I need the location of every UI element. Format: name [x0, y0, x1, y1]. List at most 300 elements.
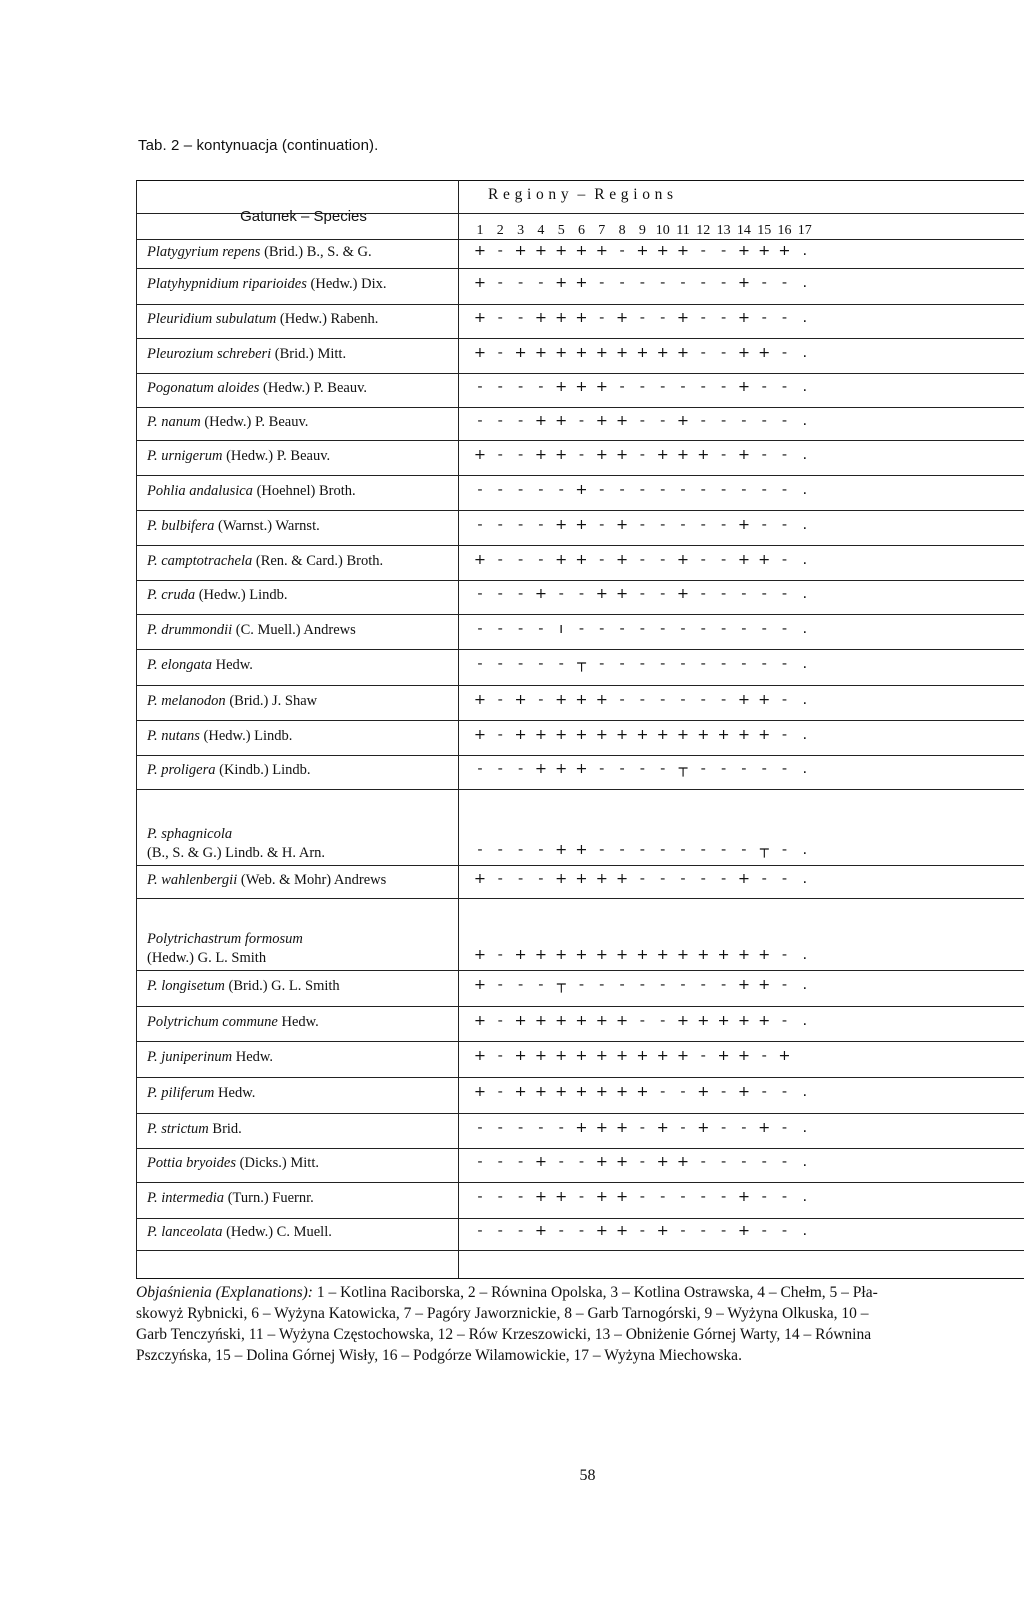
presence-cell: + — [534, 412, 547, 429]
presence-cell: + — [616, 344, 629, 361]
species-name — [147, 1189, 314, 1208]
region-column-3: 3 — [517, 223, 525, 238]
table-row — [136, 1218, 1024, 1250]
presence-cell: + — [534, 1223, 547, 1239]
presence-cell: + — [514, 1012, 527, 1029]
presence-cell: - — [517, 1154, 524, 1170]
presence-cell: - — [700, 275, 706, 291]
presence-cell: - — [720, 275, 727, 291]
presence-cell: - — [660, 1012, 666, 1029]
presence-cell: - — [700, 1154, 706, 1170]
species-author: (C. Muell.) Andrews — [232, 621, 356, 638]
region-column-6: 6 — [578, 223, 585, 238]
presence-cell: ┬ — [577, 656, 586, 672]
region-column-13: 13 — [716, 223, 731, 238]
presence-cell: - — [639, 1223, 645, 1239]
presence-cell: - — [781, 726, 788, 743]
table-row — [136, 865, 1024, 898]
presence-cell: - — [578, 1154, 585, 1170]
presence-cell: - — [599, 620, 605, 637]
table-row — [136, 720, 1024, 755]
presence-cell: - — [660, 275, 666, 291]
presence-cell: - — [639, 977, 645, 993]
presence-cell: - — [720, 379, 727, 395]
presence-cell: + — [616, 947, 629, 963]
presence-cell: + — [676, 446, 690, 463]
species-author: (Hedw.) P. Beauv. — [259, 380, 368, 396]
presence-cell: - — [517, 379, 524, 395]
presence-cell: - — [781, 1154, 788, 1170]
presence-cell: + — [616, 1119, 629, 1136]
presence-cell: + — [575, 1012, 588, 1029]
presence-cell: + — [737, 516, 750, 533]
presence-cell: - — [639, 1154, 645, 1170]
species-latin-name: Platygyrium repens — [147, 243, 261, 260]
presence-cell: + — [514, 726, 527, 743]
presence-cell: + — [575, 275, 588, 291]
presence-cell: - — [680, 1119, 686, 1136]
presence-cell: + — [595, 1119, 608, 1136]
presence-cell: - — [538, 870, 544, 887]
presence-cell: + — [616, 551, 629, 568]
presence-cell: - — [761, 446, 767, 463]
presence-cell: - — [538, 620, 544, 637]
presence-cell: - — [477, 1223, 483, 1239]
presence-cell: - — [619, 242, 625, 259]
species-latin-name: Pohlia andalusica — [147, 482, 253, 499]
presence-cell: + — [555, 344, 568, 361]
presence-cell: + — [656, 1154, 669, 1170]
presence-cell: - — [720, 481, 727, 498]
presence-cell: - — [477, 1119, 483, 1136]
presence-cell: - — [781, 1223, 788, 1239]
presence-cell: + — [514, 1048, 527, 1064]
presence-cell: - — [660, 551, 666, 568]
presence-cell: - — [660, 691, 666, 708]
presence-cell: + — [737, 977, 750, 993]
species-name — [147, 275, 387, 294]
species-latin-name: Pogonatum aloides — [147, 380, 260, 396]
presence-cell: - — [720, 551, 727, 568]
presence-cell: + — [555, 379, 568, 395]
presence-cell: - — [497, 1048, 503, 1064]
presence-cell: + — [514, 1084, 527, 1100]
presence-cell: - — [700, 242, 706, 259]
presence-cell: - — [680, 1189, 686, 1205]
presence-cell: - — [538, 275, 544, 291]
presence-cell: - — [497, 1119, 503, 1136]
species-author: (Hedw.) Lindb. — [195, 587, 288, 603]
presence-cell: - — [477, 842, 483, 858]
presence-cell: - — [599, 761, 605, 777]
presence-cell: - — [639, 379, 645, 395]
table-row — [136, 475, 1024, 510]
presence-cell: - — [599, 551, 605, 568]
table-row — [136, 440, 1024, 475]
presence-cell: - — [700, 586, 706, 602]
presence-cell: + — [636, 242, 649, 259]
species-author: (Web. & Mohr) Andrews — [237, 871, 387, 888]
region-column-16: 16 — [777, 223, 792, 238]
species-author: (Turn.) Fuernr. — [224, 1190, 314, 1206]
presence-cell: + — [534, 1154, 547, 1170]
table-row — [136, 545, 1024, 580]
presence-cell: - — [497, 656, 503, 672]
presence-cell: - — [477, 516, 483, 533]
presence-cell: - — [741, 1154, 747, 1170]
presence-cell: + — [676, 242, 690, 259]
presence-cell: - — [477, 586, 483, 602]
presence-cell: - — [720, 620, 727, 637]
presence-cell: - — [477, 379, 483, 395]
presence-cell: - — [761, 761, 767, 777]
species-name — [147, 727, 292, 746]
presence-cell: + — [737, 1012, 750, 1029]
presence-cell: + — [534, 726, 547, 743]
presence-cell: - — [660, 620, 666, 637]
presence-cell: + — [575, 761, 588, 777]
presence-cell: - — [599, 977, 605, 993]
presence-cell: + — [555, 551, 568, 568]
presence-cell: + — [676, 551, 690, 568]
presence-cell: + — [676, 310, 690, 326]
table-row — [136, 373, 1024, 407]
table-row — [136, 338, 1024, 373]
presence-cell: - — [741, 586, 747, 602]
presence-cell: - — [660, 481, 666, 498]
presence-cell: - — [680, 656, 686, 672]
region-column-12: 12 — [696, 223, 711, 238]
presence-cell: + — [595, 242, 608, 259]
presence-cell: - — [761, 620, 767, 637]
presence-cell: + — [616, 870, 629, 887]
presence-cell: - — [517, 275, 524, 291]
species-author: (Hedw.) P. Beauv. — [222, 447, 331, 464]
presence-cell: - — [639, 551, 645, 568]
presence-cell: + — [636, 1048, 649, 1064]
presence-cell: - — [578, 1189, 585, 1205]
table-row — [136, 755, 1024, 789]
presence-cell: ┬ — [759, 842, 769, 858]
presence-cell: - — [497, 516, 503, 533]
species-latin-name: P. nutans — [147, 727, 200, 744]
presence-cell: - — [761, 516, 767, 533]
presence-cell: - — [660, 870, 666, 887]
presence-cell: - — [660, 412, 666, 429]
presence-cell: + — [737, 310, 750, 326]
presence-cell: + — [473, 977, 487, 993]
presence-cell: - — [700, 977, 706, 993]
presence-cell: - — [700, 310, 706, 326]
presence-cell: . — [802, 275, 808, 291]
presence-cell: + — [595, 1048, 608, 1064]
presence-cell: + — [656, 1048, 669, 1064]
presence-cell: + — [555, 516, 568, 533]
species-name — [147, 692, 317, 711]
presence-cell: ı — [559, 620, 564, 637]
presence-cell: + — [676, 344, 690, 361]
presence-cell: + — [555, 842, 568, 858]
table-row — [136, 1006, 1024, 1041]
species-author: (Kindb.) Lindb. — [215, 762, 311, 778]
table-row — [136, 239, 1024, 268]
presence-cell: + — [676, 1012, 690, 1029]
presence-cell: - — [660, 310, 666, 326]
presence-cell: + — [778, 242, 791, 259]
species-name — [147, 482, 356, 501]
presence-cell: - — [720, 1119, 727, 1136]
presence-cell: - — [619, 691, 625, 708]
presence-cell: + — [758, 1012, 771, 1029]
species-author: Brid. — [208, 1120, 242, 1137]
species-latin-name: P. strictum — [147, 1120, 209, 1137]
presence-cell: - — [720, 344, 727, 361]
presence-cell: . — [802, 691, 808, 708]
presence-cell: - — [761, 1084, 767, 1100]
presence-cell: - — [497, 412, 503, 429]
presence-cell: - — [497, 446, 503, 463]
presence-cell: - — [781, 586, 788, 602]
presence-cell: - — [639, 1189, 645, 1205]
presence-cell: + — [534, 310, 547, 326]
presence-cell: - — [720, 761, 727, 777]
presence-cell: + — [555, 310, 568, 326]
presence-cell: - — [700, 656, 706, 672]
presence-cell: - — [619, 481, 625, 498]
presence-cell: + — [758, 947, 771, 963]
presence-cell: + — [697, 446, 710, 463]
presence-cell: + — [534, 1189, 547, 1205]
presence-cell: + — [737, 726, 750, 743]
presence-cell: - — [741, 656, 747, 672]
presence-cell: - — [660, 586, 666, 602]
presence-cell: + — [758, 1119, 771, 1136]
presence-cell: + — [758, 551, 771, 568]
presence-cell: - — [700, 379, 706, 395]
presence-cell: - — [720, 1223, 727, 1239]
presence-cell: + — [575, 344, 588, 361]
presence-cell: ┬ — [556, 977, 566, 993]
species-name — [147, 621, 356, 640]
presence-cell: + — [737, 1084, 750, 1100]
presence-cell: + — [473, 691, 487, 708]
table-row — [136, 1077, 1024, 1113]
presence-cell: - — [781, 870, 788, 887]
presence-cell: - — [517, 586, 524, 602]
presence-cell: + — [656, 726, 669, 743]
presence-cell: + — [758, 691, 771, 708]
explanations-line-1: Objaśnienia (Explanations): 1 – Kotlina Raciborska, 2 – Równina Opolska, 3 – Kotlina Ostrawska, 4 – Chełm, 5 – Pła- — [136, 1284, 878, 1301]
presence-cell: . — [802, 656, 808, 672]
presence-cell: - — [741, 761, 747, 777]
species-name — [147, 761, 311, 780]
species-latin-name: P. proligera — [147, 762, 216, 778]
species-name — [147, 243, 372, 262]
presence-cell: + — [534, 586, 547, 602]
presence-cell: + — [676, 412, 690, 429]
explanations-label: Objaśnienia (Explanations): — [136, 1284, 313, 1301]
presence-cell: + — [595, 1189, 608, 1205]
presence-cell: + — [656, 446, 669, 463]
presence-cell: + — [697, 947, 710, 963]
presence-cell: - — [497, 551, 503, 568]
presence-cell: + — [473, 446, 487, 463]
presence-cell: - — [761, 481, 767, 498]
presence-cell: - — [477, 1154, 483, 1170]
species-latin-name: P. wahlenbergii — [147, 871, 238, 888]
presence-cell: + — [595, 379, 608, 395]
presence-cell: - — [781, 516, 788, 533]
presence-cell: - — [578, 977, 585, 993]
presence-cell: - — [517, 842, 524, 858]
presence-cell: - — [517, 481, 524, 498]
presence-cell: - — [781, 275, 788, 291]
presence-cell: + — [514, 344, 527, 361]
presence-cell: - — [720, 870, 727, 887]
presence-cell: - — [720, 691, 727, 708]
table-row — [136, 304, 1024, 338]
presence-cell: + — [595, 691, 608, 708]
presence-cell: - — [660, 1084, 666, 1100]
presence-cell: + — [575, 551, 588, 568]
presence-cell: + — [676, 947, 690, 963]
presence-cell: - — [639, 586, 645, 602]
page-number: 58 — [579, 1467, 596, 1484]
presence-cell: + — [595, 344, 608, 361]
presence-cell: - — [761, 412, 767, 429]
species-latin-name: P. urnigerum — [147, 447, 223, 464]
presence-cell: - — [781, 344, 788, 361]
presence-cell: - — [680, 620, 686, 637]
presence-cell: - — [639, 870, 645, 887]
species-name — [147, 1120, 242, 1139]
species-name — [147, 586, 288, 605]
species-latin-name: Pottia bryoides — [147, 1155, 237, 1171]
presence-cell: + — [676, 726, 690, 743]
species-name — [147, 1013, 319, 1032]
species-author: Hedw. — [214, 1085, 256, 1101]
presence-cell: - — [761, 586, 767, 602]
presence-cell: - — [761, 275, 767, 291]
presence-cell: - — [619, 656, 625, 672]
presence-cell: - — [660, 379, 666, 395]
presence-cell: - — [619, 620, 625, 637]
presence-cell: + — [595, 947, 608, 963]
presence-cell: + — [534, 1012, 547, 1029]
presence-cell: - — [741, 412, 747, 429]
presence-cell: - — [497, 1154, 503, 1170]
presence-cell: - — [680, 870, 686, 887]
presence-cell: - — [660, 1189, 666, 1205]
presence-cell: + — [595, 412, 608, 429]
species-author: (Hedw.) C. Muell. — [222, 1224, 332, 1240]
presence-cell: - — [700, 1223, 706, 1239]
presence-cell: - — [619, 379, 625, 395]
presence-cell: - — [761, 870, 767, 887]
table-row — [136, 649, 1024, 685]
presence-cell: . — [802, 379, 808, 395]
region-column-8: 8 — [618, 223, 626, 238]
presence-cell: + — [737, 870, 750, 887]
species-name — [147, 379, 367, 398]
presence-cell: - — [761, 1048, 767, 1064]
presence-cell: + — [473, 870, 487, 887]
presence-cell: - — [720, 446, 727, 463]
presence-cell: + — [555, 761, 568, 777]
presence-cell: + — [473, 310, 487, 326]
presence-cell: + — [575, 1048, 588, 1064]
presence-cell: - — [599, 516, 605, 533]
presence-cell: - — [680, 691, 686, 708]
table-row — [136, 789, 1024, 865]
species-latin-name: P. nanum — [147, 413, 201, 430]
species-name — [147, 825, 325, 863]
presence-cell: - — [680, 481, 686, 498]
presence-cell: - — [720, 656, 727, 672]
species-latin-name: Pleurozium schreberi — [147, 345, 272, 362]
presence-cell: - — [477, 412, 483, 429]
presence-cell: - — [477, 481, 483, 498]
species-latin-name: P. longisetum — [147, 978, 225, 994]
presence-cell: - — [700, 761, 706, 777]
presence-cell: - — [700, 551, 706, 568]
presence-cell: + — [758, 242, 771, 259]
presence-cell: - — [781, 310, 788, 326]
presence-cell: + — [676, 1154, 690, 1170]
presence-cell: - — [720, 516, 727, 533]
presence-cell: + — [636, 1084, 649, 1100]
species-name — [147, 1154, 319, 1173]
presence-cell: - — [599, 310, 605, 326]
presence-cell: - — [741, 842, 747, 858]
presence-cell: - — [660, 977, 666, 993]
presence-cell: + — [697, 726, 710, 743]
region-column-5: 5 — [557, 223, 565, 238]
presence-cell: - — [517, 412, 524, 429]
presence-cell: - — [578, 412, 585, 429]
species-latin-name: P. intermedia — [147, 1190, 225, 1206]
presence-cell: + — [473, 726, 487, 743]
presence-cell: - — [517, 1223, 524, 1239]
presence-cell: + — [616, 1189, 629, 1205]
presence-cell: + — [575, 1084, 588, 1100]
table-row — [136, 685, 1024, 720]
presence-cell: . — [802, 551, 808, 568]
species-latin-name: Polytrichastrum formosum — [147, 931, 303, 947]
presence-cell: - — [639, 691, 645, 708]
presence-cell: - — [781, 481, 788, 498]
region-column-14: 14 — [736, 223, 751, 238]
presence-cell: - — [538, 656, 544, 672]
presence-cell: - — [660, 842, 666, 858]
presence-cell: + — [595, 870, 608, 887]
presence-cell: . — [802, 586, 808, 602]
presence-cell: + — [473, 1048, 487, 1064]
presence-cell: + — [717, 726, 730, 743]
presence-cell: - — [497, 242, 503, 259]
presence-cell: - — [639, 310, 645, 326]
presence-cell: . — [802, 1084, 808, 1100]
presence-cell: + — [555, 1012, 568, 1029]
presence-cell: . — [802, 446, 808, 463]
presence-cell: . — [802, 1223, 808, 1239]
presence-cell: ┬ — [678, 761, 688, 777]
species-name — [147, 1223, 332, 1242]
species-name — [147, 345, 346, 364]
presence-cell: - — [660, 761, 666, 777]
presence-cell: - — [558, 1223, 564, 1239]
presence-cell: - — [538, 551, 544, 568]
